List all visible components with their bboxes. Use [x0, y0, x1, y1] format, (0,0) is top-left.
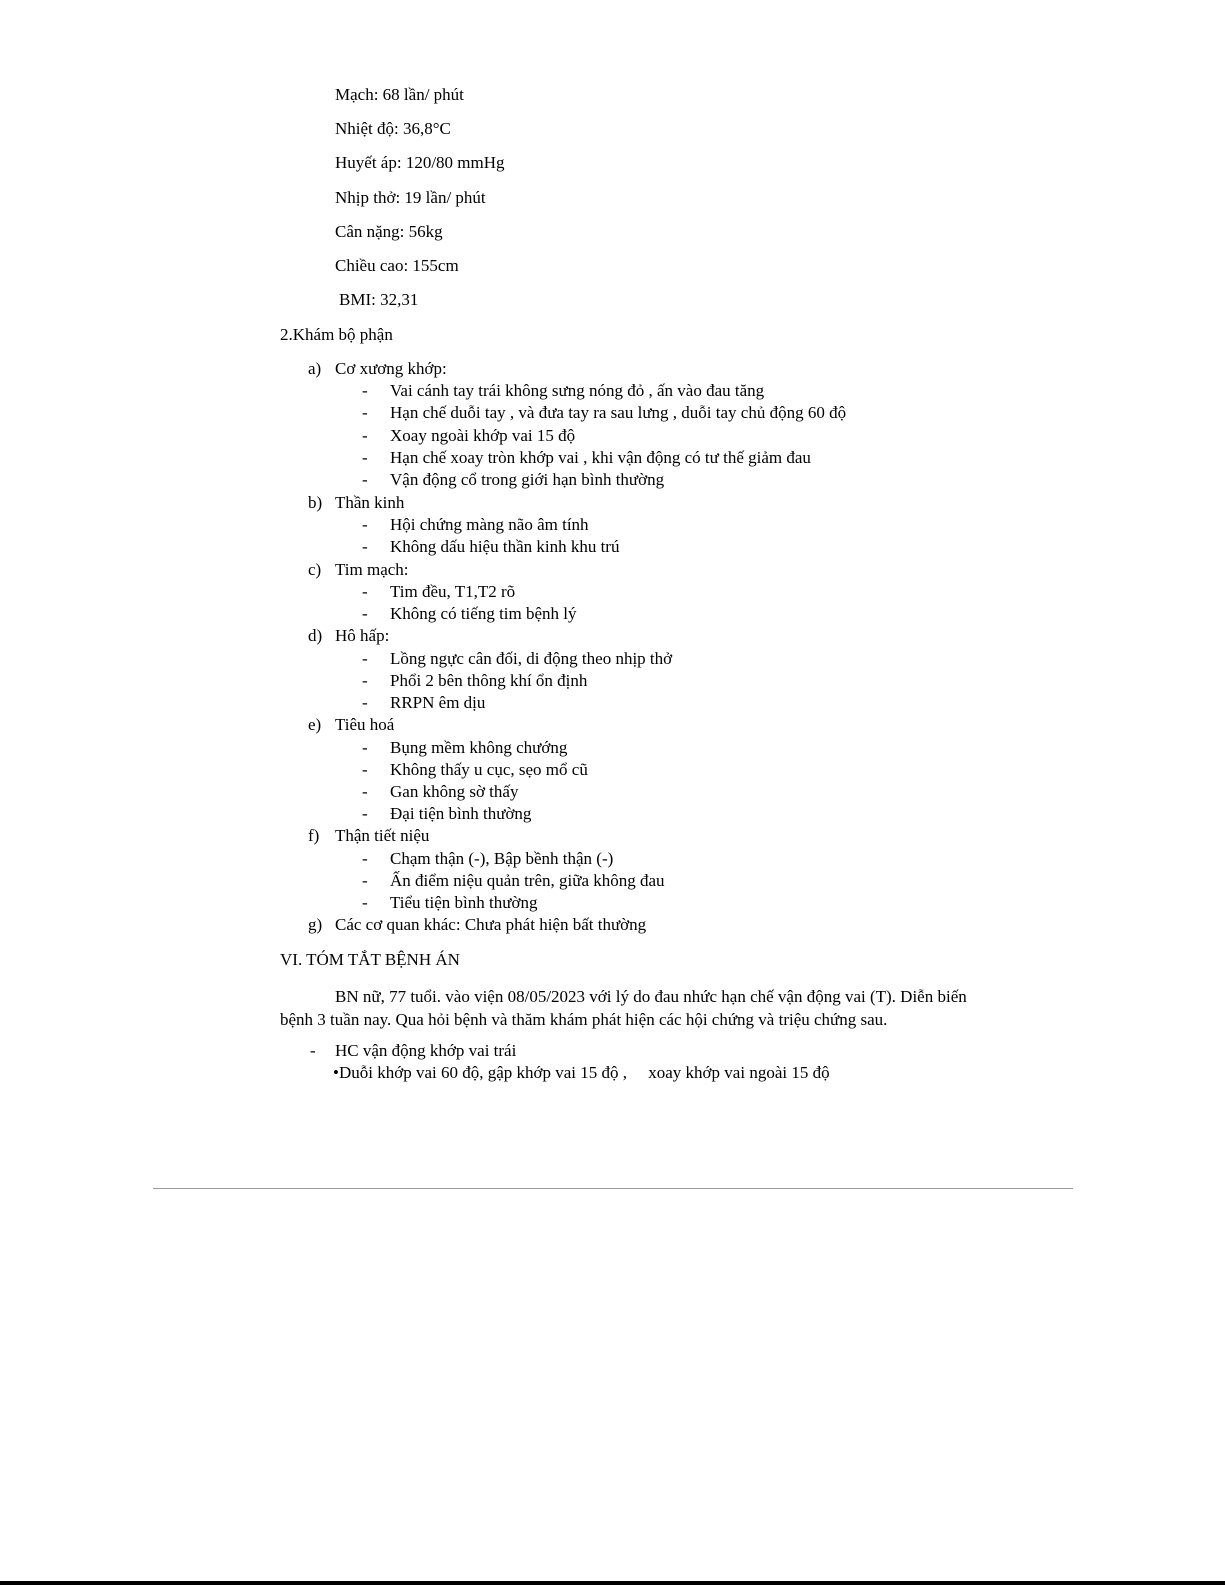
list-item: Không có tiếng tim bệnh lý [390, 604, 577, 623]
summary-heading: VI. TÓM TẮT BỆNH ÁN [280, 950, 460, 969]
list-dash: - [362, 426, 368, 445]
list-item: Bụng mềm không chướng [390, 738, 568, 757]
syndrome-bullet: •Duỗi khớp vai 60 độ, gập khớp vai 15 độ , xoay khớp vai ngoài 15 độ [333, 1063, 830, 1082]
list-item: Hội chứng màng não âm tính [390, 515, 589, 534]
section-label: b) [308, 493, 323, 512]
list-item: Không dấu hiệu thần kinh khu trú [390, 537, 620, 556]
section-label: f) [308, 826, 320, 845]
list-item: RRPN êm dịu [390, 693, 486, 712]
list-item: Tim đều, T1,T2 rõ [390, 582, 516, 601]
list-dash: - [362, 782, 368, 801]
section-title-urology: Thận tiết niệu [335, 826, 430, 845]
list-item: Xoay ngoài khớp vai 15 độ [390, 426, 576, 445]
list-item: Vai cánh tay trái không sưng nóng đỏ , ấn vào đau tăng [390, 381, 765, 400]
section-title-other-organs: Các cơ quan khác: Chưa phát hiện bất thường [335, 915, 647, 934]
summary-paragraph: BN nữ, 77 tuổi. vào viện 08/05/2023 với lý do đau nhức hạn chế vận động vai (T). Diễn biến bệnh 3 tuần nay. Qua hỏi bệnh và thăm khám phát hiện các hội chứng và triệu chứng sau. [280, 987, 967, 1029]
list-dash: - [362, 849, 368, 868]
list-dash: - [362, 448, 368, 467]
list-dash: - [362, 738, 368, 757]
list-item: Ấn điểm niệu quản trên, giữa không đau [390, 871, 665, 890]
vital-bmi: BMI: 32,31 [339, 290, 419, 309]
vital-blood-pressure: Huyết áp: 120/80 mmHg [335, 153, 505, 172]
section-label: a) [308, 359, 322, 378]
list-dash: - [362, 515, 368, 534]
list-item: Hạn chế duỗi tay , và đưa tay ra sau lưng , duỗi tay chủ động 60 độ [390, 403, 847, 422]
list-item: Gan không sờ thấy [390, 782, 519, 801]
vital-pulse: Mạch: 68 lần/ phút [335, 85, 464, 104]
list-item: Đại tiện bình thường [390, 804, 532, 823]
list-dash: - [362, 604, 368, 623]
exam-heading: 2.Khám bộ phận [280, 325, 393, 344]
list-dash: - [362, 403, 368, 422]
list-dash: - [362, 804, 368, 823]
syndrome-dash: - [310, 1041, 316, 1060]
list-item: Chạm thận (-), Bập bềnh thận (-) [390, 849, 614, 868]
list-dash: - [362, 381, 368, 400]
list-item: Lồng ngực cân đối, di động theo nhịp thở [390, 649, 673, 668]
page-divider [153, 1188, 1073, 1189]
section-title-musculoskeletal: Cơ xương khớp: [335, 359, 447, 378]
syndrome-title: HC vận động khớp vai trái [335, 1041, 517, 1060]
list-dash: - [362, 693, 368, 712]
list-dash: - [362, 582, 368, 601]
bottom-border [0, 1581, 1225, 1585]
section-title-respiratory: Hô hấp: [335, 626, 390, 645]
section-title-digestive: Tiêu hoá [335, 715, 395, 734]
list-item: Hạn chế xoay tròn khớp vai , khi vận động có tư thế giảm đau [390, 448, 811, 467]
section-title-neurology: Thần kinh [335, 493, 405, 512]
vital-weight: Cân nặng: 56kg [335, 222, 443, 241]
list-item: Tiểu tiện bình thường [390, 893, 538, 912]
list-item: Phổi 2 bên thông khí ổn định [390, 671, 588, 690]
list-dash: - [362, 649, 368, 668]
vital-height: Chiều cao: 155cm [335, 256, 459, 275]
list-dash: - [362, 760, 368, 779]
list-dash: - [362, 871, 368, 890]
section-label: c) [308, 560, 322, 579]
list-item: Không thấy u cục, sẹo mổ cũ [390, 760, 588, 779]
section-label: g) [308, 915, 323, 934]
list-item: Vận động cổ trong giới hạn bình thường [390, 470, 665, 489]
section-label: d) [308, 626, 323, 645]
vital-respiratory-rate: Nhịp thở: 19 lần/ phút [335, 188, 486, 207]
list-dash: - [362, 470, 368, 489]
list-dash: - [362, 893, 368, 912]
section-label: e) [308, 715, 322, 734]
list-dash: - [362, 537, 368, 556]
section-title-cardiovascular: Tim mạch: [335, 560, 409, 579]
list-dash: - [362, 671, 368, 690]
vital-temperature: Nhiệt độ: 36,8°C [335, 119, 451, 138]
